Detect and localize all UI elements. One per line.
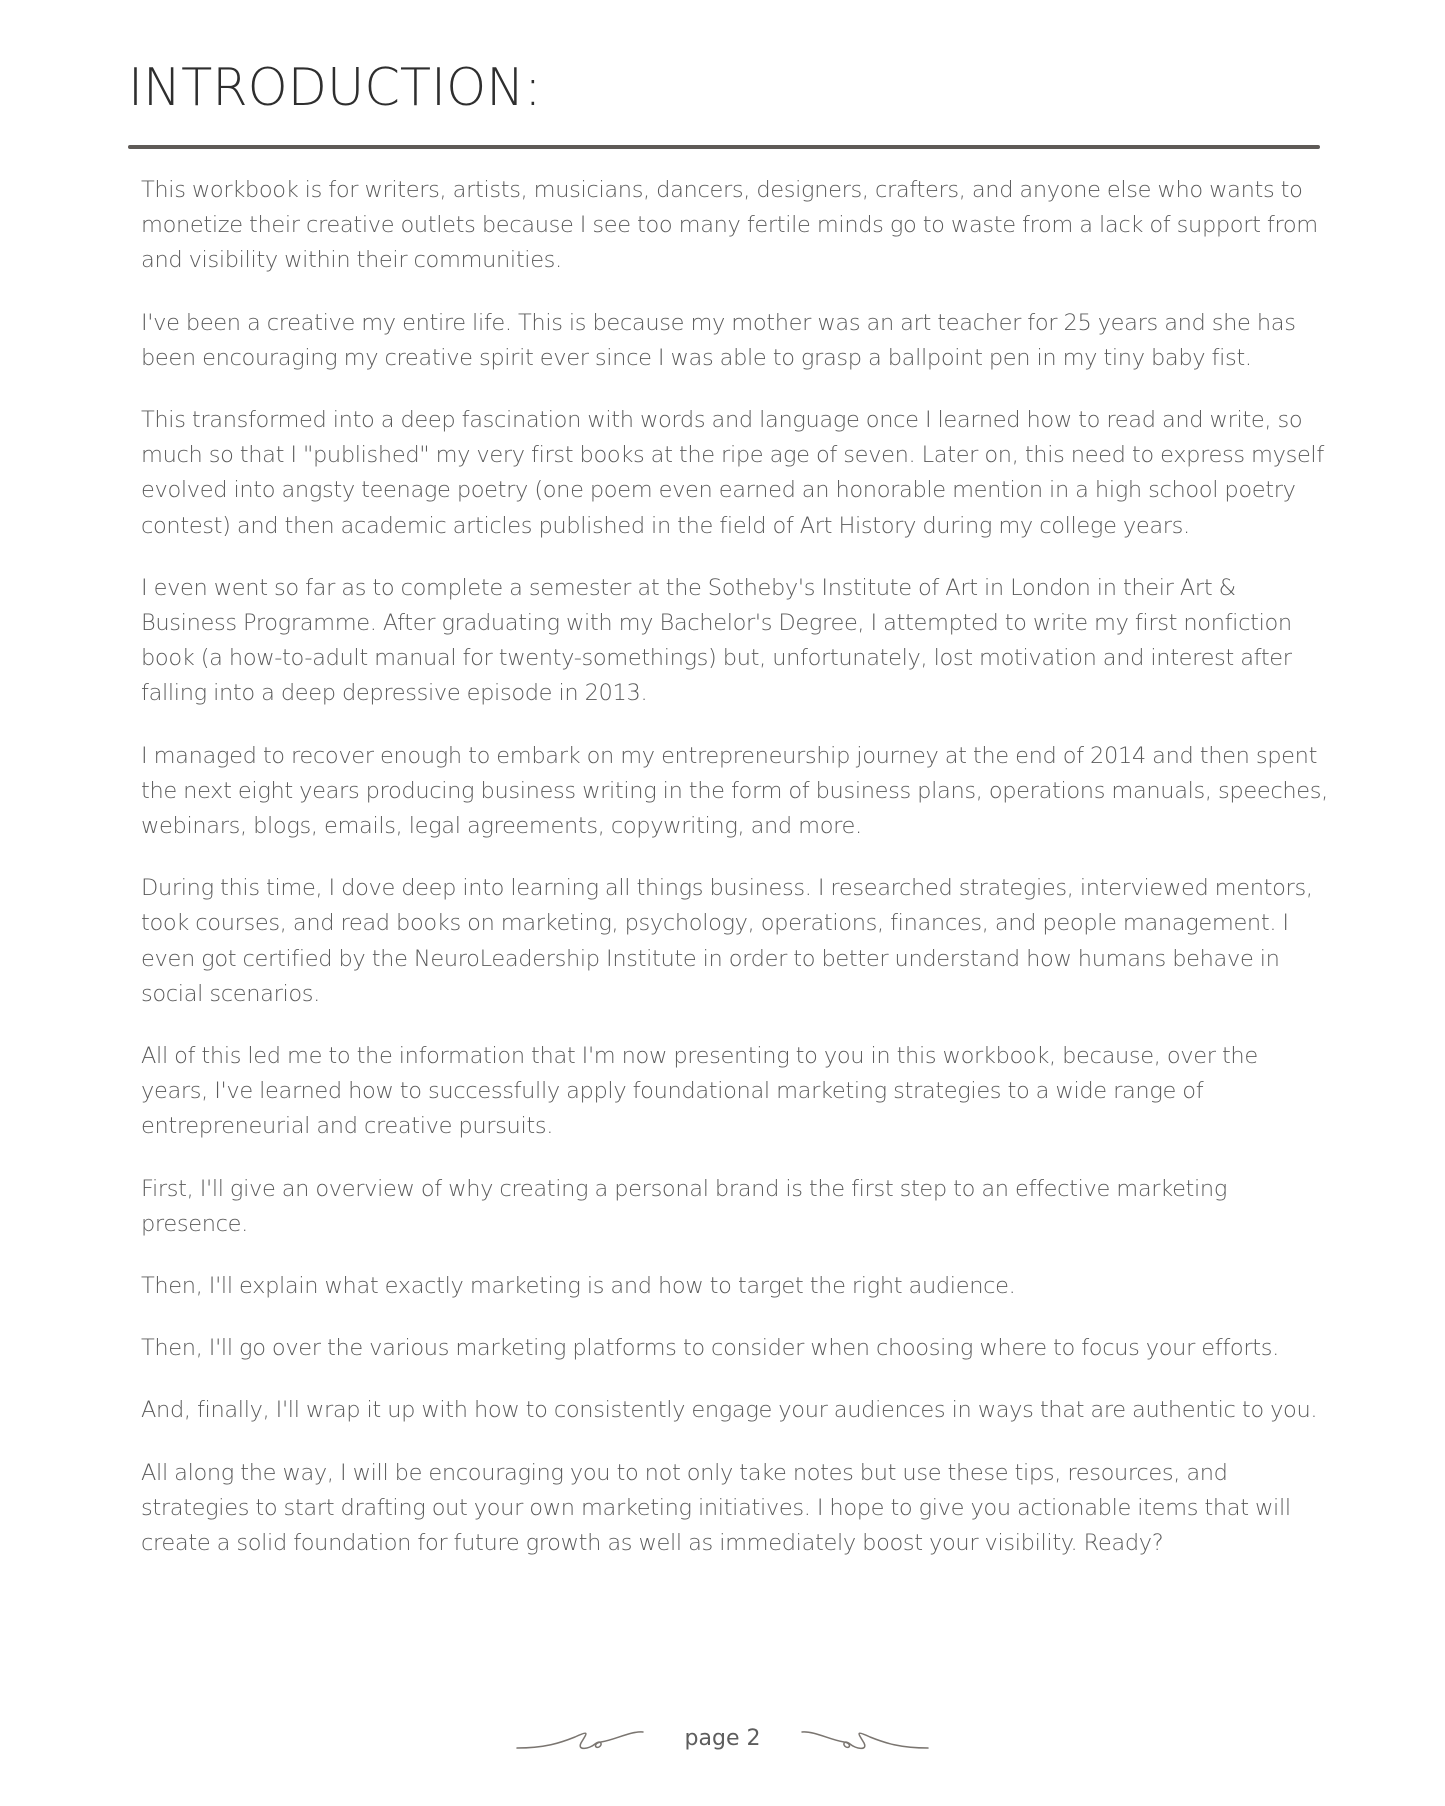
- page-footer: [0, 1718, 1445, 1758]
- body-text: [141, 173, 1331, 1588]
- paragraph: This transformed into a deep fascination with words and language once I learned how to read and write, so much so that I "published" my very first books at the ripe age of seven. Later on, this need to express myself evolved into angsty teenage poetry (one poem even earned an honorable mention in a high school poetry contest) and then academic articles published in the field of Art History during my college years.: [141, 407, 1324, 539]
- flourish-right-icon: [800, 1723, 930, 1753]
- paragraph: I managed to recover enough to embark on my entrepreneurship journey at the end of 2014 and then spent the next eight years producing business writing in the form of business plans, operations manuals, speeches, webinars, blogs, emails, legal agreements, copywriting, and more.: [141, 742, 1328, 840]
- paragraph: This workbook is for writers, artists, musicians, dancers, designers, crafters, and anyone else who wants to monetize their creative outlets because I see too many fertile minds go to waste from a lack of support from and visibility within their communities.: [141, 177, 1318, 274]
- paragraph: Then, I'll explain what exactly marketing is and how to target the right audience.: [141, 1273, 1016, 1300]
- paragraph: All along the way, I will be encouraging you to not only take notes but use these tips, resources, and strategies to start drafting out your own marketing initiatives. I hope to give you actionable items that will create a solid foundation for future growth as well as immediately boost your visibility. Ready?: [141, 1459, 1291, 1557]
- paragraph: I've been a creative my entire life. This is because my mother was an art teacher for 25 years and she has been encouraging my creative spirit ever since I was able to grasp a ballpoint pen in my tiny baby fist.: [141, 309, 1296, 371]
- page-number: page 2: [684, 1725, 761, 1751]
- paragraph: I even went so far as to complete a semester at the Sotheby's Institute of Art in London in their Art & Business Programme. After graduating with my Bachelor's Degree, I attempted to write my first nonfiction book (a how-to-adult manual for twenty-somethings) but, unfortunately, lost motivation and interest after falling into a deep depressive episode in 2013.: [141, 574, 1292, 707]
- paragraph: During this time, I dove deep into learning all things business. I researched strategies, interviewed mentors, took courses, and read books on marketing, psychology, operations, finances, and people management. I even got certified by the NeuroLeadership Institute in order to better understand how humans behave in social scenarios.: [141, 875, 1313, 1007]
- paragraph: First, I'll give an overview of why creating a personal brand is the first step to an effective marketing presence.: [141, 1175, 1227, 1237]
- paragraph: And, finally, I'll wrap it up with how to consistently engage your audiences in ways that are authentic to you.: [141, 1397, 1318, 1424]
- paragraph: Then, I'll go over the various marketing platforms to consider when choosing where to focus your efforts.: [141, 1335, 1279, 1362]
- page-title: INTRODUCTION:: [128, 58, 542, 118]
- title-divider: [128, 145, 1320, 149]
- paragraph: All of this led me to the information that I'm now presenting to you in this workbook, because, over the years, I've learned how to successfully apply foundational marketing strategies to a wide range of entrepreneurial and creative pursuits.: [141, 1043, 1258, 1140]
- flourish-left-icon: [515, 1723, 645, 1753]
